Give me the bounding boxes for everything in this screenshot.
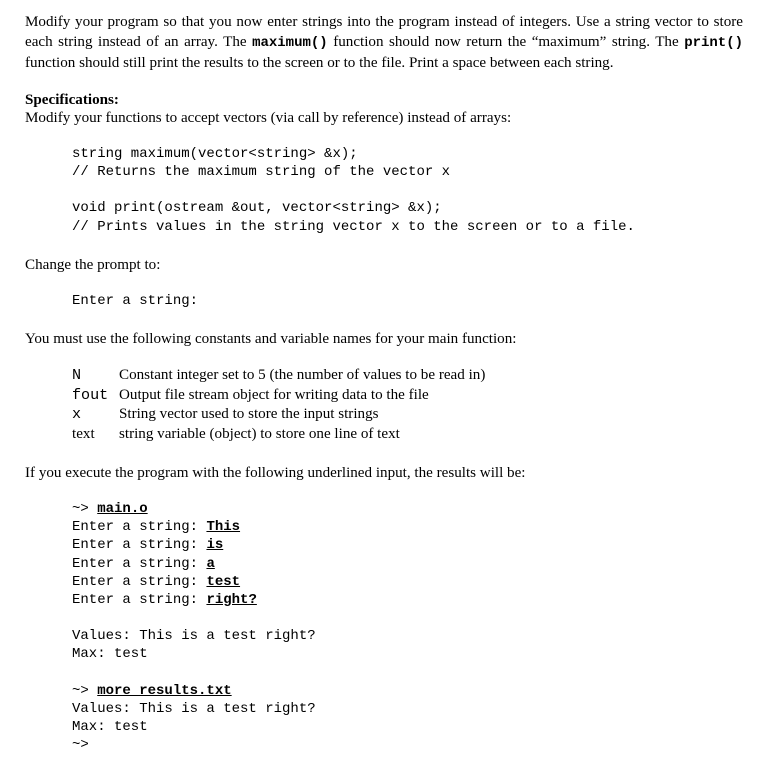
intro-paragraph [25,12,743,73]
input-prompt: Enter a string: [72,573,199,590]
constants-row [72,405,485,425]
input-line [25,555,743,573]
input-prompt: Enter a string: [72,519,199,536]
specifications-heading: Specifications: [25,92,119,108]
max-output: Max: test [72,646,148,663]
terminal-output-1 [25,627,743,663]
document-page [25,12,743,754]
values-output: Values: This is a test right? [72,700,316,717]
constant-desc: string variable (object) to store one line of text [119,425,400,442]
input-line [25,591,743,609]
constant-name: x [72,405,82,424]
constant-name: text [72,425,95,442]
print-signature: void print(ostream &out, vector<string> &x); [72,200,442,217]
maximum-function-name: maximum() [252,35,328,51]
intro-text-1: Modify your program so that you now enter strings into the program instead of integers. Use a string vector to store each string instead of an array. The [25,14,743,50]
command-input: more results.txt [97,682,232,699]
user-input: test [206,573,241,590]
specifications-line: Modify your functions to accept vectors (via call by reference) instead of arrays: [25,110,512,126]
maximum-signature: string maximum(vector<string> &x); [72,146,358,162]
terminal-command-line [25,682,743,700]
example-label: If you execute the program with the following underlined input, the results will be: [25,465,526,482]
terminal-session-1 [25,500,743,609]
constants-row [72,386,485,406]
maximum-comment: // Returns the maximum string of the vector x [72,164,451,181]
terminal-command-line [25,500,743,518]
shell-prompt: ~> [72,501,89,518]
constants-row [72,366,485,386]
values-output: Values: This is a test right? [72,628,316,645]
user-input: a [206,555,215,572]
command-input: main.o [97,501,148,518]
constants-row [72,425,485,445]
intro-text-2: function should now return the “maximum” string. The [327,34,685,50]
print-comment: // Prints values in the string vector x to the screen or to a file. [72,218,635,235]
input-line [25,536,743,554]
print-function-name: print() [684,35,743,51]
constant-name: fout [72,385,109,404]
prompt-text: Enter a string: [72,292,199,309]
constants-table [72,366,485,444]
max-output: Max: test [72,719,148,736]
terminal-session-2 [25,682,743,755]
input-line [25,573,743,591]
prompt-label: Change the prompt to: [25,256,161,273]
maximum-code-block [25,145,743,181]
input-prompt: Enter a string: [72,555,199,572]
constant-desc: String vector used to store the input strings [119,406,379,423]
user-input: is [206,537,224,554]
shell-prompt: ~> [72,682,89,699]
constant-desc: Constant integer set to 5 (the number of values to be read in) [119,367,486,384]
print-code-block [25,199,743,235]
constants-label: You must use the following constants and variable names for your main function: [25,331,517,348]
input-line [25,518,743,536]
user-input: This [206,519,241,536]
constant-desc: Output file stream object for writing data to the file [119,386,429,403]
user-input: right? [206,592,257,609]
constant-name: N [72,366,82,385]
input-prompt: Enter a string: [72,537,199,554]
final-shell-prompt: ~> [72,737,89,754]
input-prompt: Enter a string: [72,592,199,609]
intro-text-3: function should still print the results to the screen or to the file. Print a space between each string. [25,55,614,71]
